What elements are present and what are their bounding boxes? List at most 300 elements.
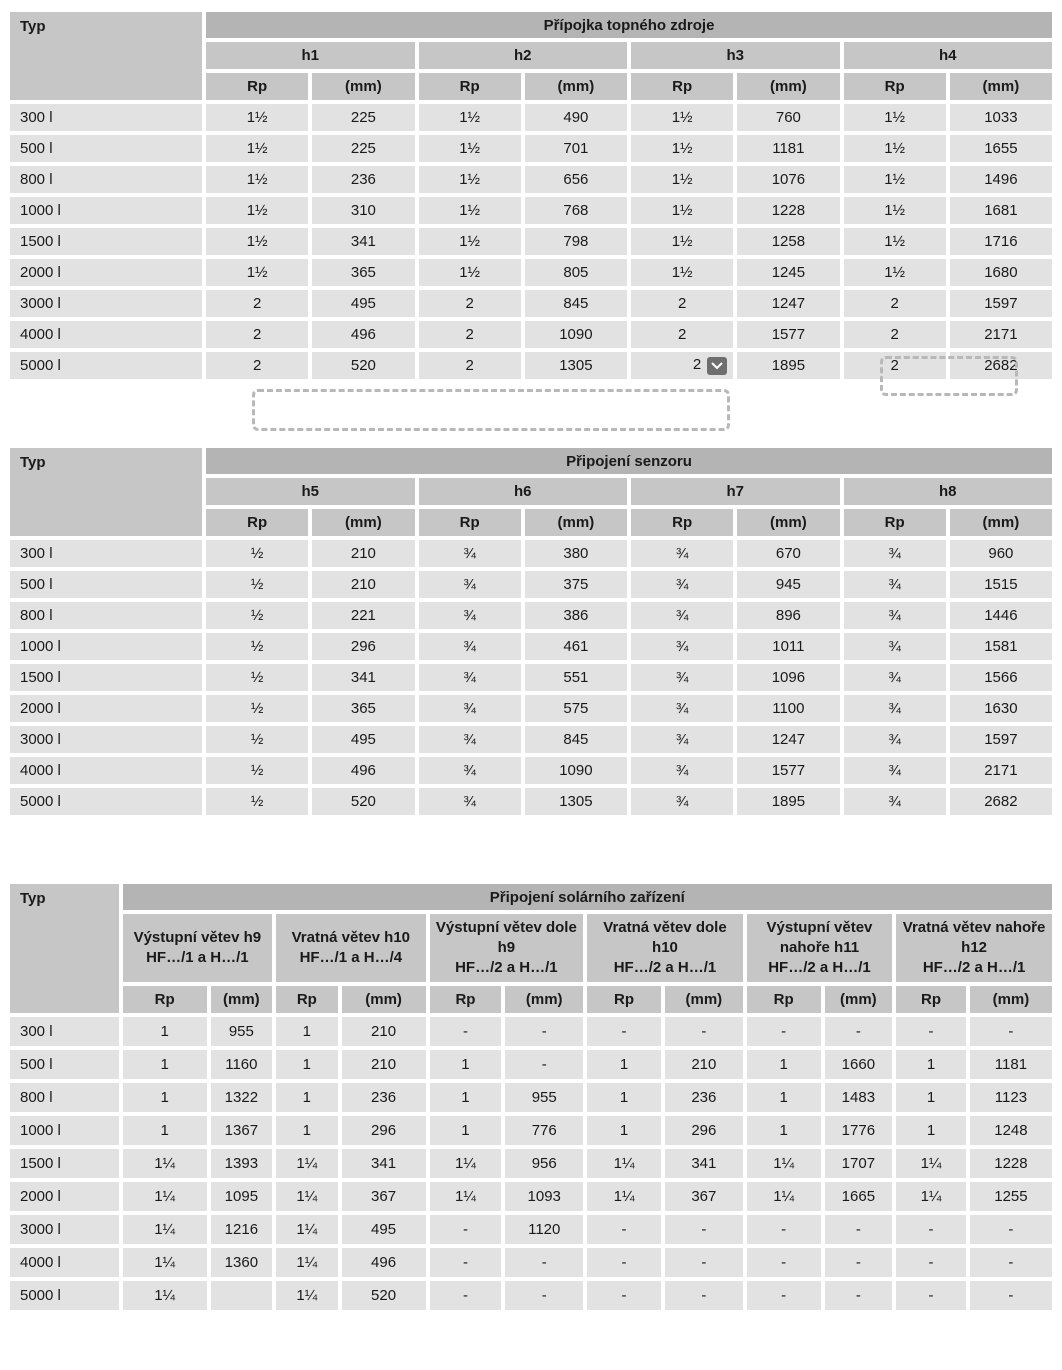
cell-value: 896 — [775, 607, 801, 624]
unit-header: Rp — [747, 986, 821, 1013]
row-type-label: 1000 l — [10, 1116, 119, 1145]
table-cell — [430, 1017, 502, 1046]
cell-value: 945 — [775, 576, 801, 593]
cell-value: 1 — [779, 1056, 788, 1073]
unit-header: Rp — [276, 986, 337, 1013]
table-cell — [896, 1116, 966, 1145]
cell-value: 1 — [461, 1089, 470, 1106]
table-cell — [342, 1116, 426, 1145]
group-header-line: nahoře h11 — [779, 939, 860, 956]
cell-value: 1716 — [984, 233, 1018, 250]
cell-value: 1680 — [984, 264, 1018, 281]
chevron-down-icon[interactable] — [707, 357, 727, 375]
cell-value: ½ — [250, 669, 264, 686]
cell-value: 1½ — [884, 202, 906, 219]
cell-value: 2 — [465, 326, 474, 343]
table-cell — [276, 1182, 337, 1211]
table-row — [10, 1017, 1052, 1046]
row-type-label: 2000 l — [10, 259, 202, 286]
group-header-line: Vratná větev dole — [603, 919, 727, 936]
unit-header: Rp — [844, 509, 946, 536]
table-row — [10, 1083, 1052, 1112]
table-cell — [505, 1215, 583, 1244]
table-cell — [825, 1182, 893, 1211]
table-cell — [430, 1116, 502, 1145]
selection-box-row5000 — [252, 389, 730, 431]
table-cell — [747, 1281, 821, 1310]
table-cell — [276, 1017, 337, 1046]
cell-value: 341 — [350, 669, 376, 686]
cell-value: 1 — [926, 1089, 936, 1106]
cell-value: 1581 — [984, 638, 1018, 655]
row-type-label: 1000 l — [10, 633, 202, 660]
table-cell — [950, 695, 1052, 722]
table-cell — [737, 726, 839, 753]
table-cell — [206, 757, 308, 784]
cell-value: - — [541, 1056, 547, 1073]
table-cell — [342, 1017, 426, 1046]
table-cell — [430, 1050, 502, 1079]
cell-value: 520 — [350, 357, 376, 374]
table-cell — [631, 757, 733, 784]
table-cell — [312, 757, 414, 784]
cell-value: 1360 — [224, 1254, 259, 1271]
cell-value: 1¼ — [613, 1188, 635, 1205]
cell-value: 1 — [302, 1023, 311, 1040]
table-cell — [825, 1083, 893, 1112]
table-cell — [631, 352, 733, 379]
table-cell — [896, 1050, 966, 1079]
cell-value: 1½ — [459, 171, 481, 188]
cell-value: ¾ — [463, 638, 476, 655]
table-cell — [737, 135, 839, 162]
table-title: Připojení senzoru — [206, 448, 1052, 474]
table-cell — [123, 1050, 207, 1079]
table-row — [10, 633, 1052, 660]
table-cell — [525, 197, 627, 224]
table-cell — [505, 1017, 583, 1046]
unit-header: Rp — [631, 73, 733, 100]
row-type-label: 1000 l — [10, 197, 202, 224]
cell-value: 1½ — [459, 233, 481, 250]
table-cell — [970, 1050, 1052, 1079]
table-row — [10, 571, 1052, 598]
cell-value: - — [1008, 1287, 1014, 1304]
table-cell — [737, 695, 839, 722]
unit-header: (mm) — [737, 509, 839, 536]
table-cell — [312, 321, 414, 348]
group-header: h5 — [206, 478, 415, 505]
cell-value: - — [621, 1287, 627, 1304]
cell-value: 1305 — [559, 793, 593, 810]
table-cell — [587, 1050, 661, 1079]
cell-value: 1393 — [224, 1155, 259, 1172]
cell-value: 210 — [691, 1056, 717, 1073]
cell-value: 210 — [371, 1023, 397, 1040]
cell-value: 341 — [691, 1155, 717, 1172]
cell-value: 1446 — [984, 607, 1018, 624]
table-cell — [844, 788, 946, 815]
cell-value: ¾ — [463, 793, 476, 810]
cell-value: 1¼ — [773, 1188, 795, 1205]
cell-value: 1895 — [771, 357, 806, 374]
group-header: h7 — [631, 478, 840, 505]
table-cell — [737, 664, 839, 691]
cell-value: 1¼ — [455, 1188, 476, 1205]
table-cell — [123, 1116, 207, 1145]
table-row — [10, 166, 1052, 193]
table-cell — [276, 1050, 337, 1079]
table-row — [10, 602, 1052, 629]
table-cell — [525, 664, 627, 691]
table-cell — [844, 726, 946, 753]
table-row — [10, 788, 1052, 815]
table-cell — [312, 695, 414, 722]
table-cell — [211, 1116, 272, 1145]
row-type-label: 300 l — [10, 104, 202, 131]
cell-value: 845 — [563, 731, 589, 748]
cell-value: - — [462, 1023, 468, 1040]
table-cell — [737, 602, 839, 629]
table-cell — [312, 664, 414, 691]
table-cell — [430, 1248, 502, 1277]
row-type-label: 5000 l — [10, 352, 202, 379]
cell-value: 375 — [563, 576, 589, 593]
table-cell — [211, 1149, 272, 1178]
table-cell — [844, 757, 946, 784]
table-cell — [276, 1215, 337, 1244]
cell-value: 225 — [350, 109, 376, 126]
table-cell — [123, 1281, 207, 1310]
table-cell — [419, 197, 521, 224]
group-header-line: HF…/2 a H…/1 — [922, 959, 1026, 976]
table-cell — [505, 1149, 583, 1178]
cell-value: ¾ — [675, 669, 689, 686]
table-row — [10, 757, 1052, 784]
table-cell — [419, 104, 521, 131]
cell-value: 1095 — [224, 1188, 259, 1205]
cell-value: - — [1008, 1023, 1014, 1040]
table-cell — [950, 602, 1052, 629]
table-cell — [737, 290, 839, 317]
group-header: h6 — [419, 478, 628, 505]
table-cell — [844, 259, 946, 286]
cell-value: - — [928, 1287, 934, 1304]
table-cell — [844, 664, 946, 691]
cell-value: - — [855, 1023, 861, 1040]
table-cell — [665, 1017, 743, 1046]
cell-value: - — [855, 1287, 861, 1304]
cell-value: - — [781, 1221, 787, 1238]
table-cell — [631, 571, 733, 598]
table-cell — [844, 321, 946, 348]
cell-value: 1895 — [771, 793, 806, 810]
cell-value: 1½ — [671, 202, 693, 219]
table-cell — [312, 228, 414, 255]
table-cell — [525, 166, 627, 193]
cell-value: 1½ — [459, 109, 481, 126]
table-row — [10, 197, 1052, 224]
table-cell — [587, 1116, 661, 1145]
table-cell — [206, 228, 308, 255]
cell-value: 2 — [465, 295, 474, 312]
table-cell — [896, 1215, 966, 1244]
cell-value: ½ — [250, 638, 264, 655]
table-cell — [950, 633, 1052, 660]
table-cell — [631, 788, 733, 815]
table-cell — [950, 197, 1052, 224]
cell-value: 956 — [531, 1155, 557, 1172]
table-cell — [211, 1281, 272, 1310]
table-cell — [950, 352, 1052, 379]
cell-value: 2 — [252, 295, 262, 312]
table-cell — [123, 1182, 207, 1211]
table-cell — [505, 1248, 583, 1277]
cell-value: 805 — [563, 264, 589, 281]
unit-header: (mm) — [525, 509, 627, 536]
cell-value: - — [621, 1023, 627, 1040]
table-cell — [844, 695, 946, 722]
group-header-line: Vratná větev h10 — [291, 929, 411, 946]
cell-value: 1¼ — [296, 1155, 318, 1172]
table-cell — [747, 1182, 821, 1211]
table-cell — [950, 228, 1052, 255]
group-header-line: h12 — [961, 939, 988, 956]
group-header-line: Výstupní větev h9 — [133, 929, 262, 946]
cell-value: 2682 — [984, 357, 1018, 374]
table-cell — [505, 1083, 583, 1112]
table-cell — [665, 1182, 743, 1211]
table-cell — [206, 104, 308, 131]
cell-value: 341 — [371, 1155, 397, 1172]
typ-header: Typ — [10, 12, 202, 100]
cell-value: - — [781, 1023, 787, 1040]
table-cell — [419, 290, 521, 317]
group-header-line: Výstupní větev — [766, 919, 873, 936]
cell-value: 2171 — [984, 326, 1018, 343]
table-cell — [525, 602, 627, 629]
table-row — [10, 1182, 1052, 1211]
cell-value: - — [701, 1221, 707, 1238]
unit-header: (mm) — [737, 73, 839, 100]
table-cell — [276, 1083, 337, 1112]
table-cell — [312, 633, 414, 660]
table-cell — [276, 1149, 337, 1178]
cell-value: 1 — [619, 1122, 629, 1139]
table-cell — [970, 1182, 1052, 1211]
row-type-label: 300 l — [10, 540, 202, 567]
table-cell — [206, 788, 308, 815]
cell-value: 1 — [160, 1056, 169, 1073]
cell-value: - — [541, 1023, 547, 1040]
unit-header: Rp — [844, 73, 946, 100]
row-type-label: 1500 l — [10, 664, 202, 691]
table-cell — [737, 259, 839, 286]
cell-value: 1247 — [771, 295, 806, 312]
table-cell — [896, 1248, 966, 1277]
cell-value: 1245 — [771, 264, 806, 281]
cell-value: 1160 — [225, 1056, 258, 1073]
cell-value: ¾ — [888, 731, 901, 748]
cell-value: 1123 — [994, 1089, 1028, 1106]
table-cell — [206, 571, 308, 598]
cell-value: 365 — [350, 264, 376, 281]
table-cell — [505, 1182, 583, 1211]
table-cell — [211, 1182, 272, 1211]
table-cell — [312, 352, 414, 379]
table-cell — [211, 1215, 272, 1244]
table-cell — [970, 1017, 1052, 1046]
table-cell — [896, 1083, 966, 1112]
cell-value: 367 — [371, 1188, 397, 1205]
cell-value: 1½ — [884, 171, 906, 188]
cell-value: 1 — [160, 1122, 169, 1139]
cell-value: - — [701, 1287, 707, 1304]
row-type-label: 1500 l — [10, 228, 202, 255]
cell-value: 575 — [563, 700, 589, 717]
table-row — [10, 1149, 1052, 1178]
table-cell — [631, 664, 733, 691]
cell-value: 1090 — [559, 326, 593, 343]
table-row — [10, 695, 1052, 722]
table-cell — [825, 1149, 893, 1178]
row-type-label: 800 l — [10, 602, 202, 629]
cell-value: 1090 — [559, 762, 593, 779]
group-header-row — [10, 914, 1052, 982]
table-cell — [631, 633, 733, 660]
table-cell — [430, 1182, 502, 1211]
table-cell — [844, 571, 946, 598]
table-cell — [970, 1215, 1052, 1244]
table-cell — [525, 104, 627, 131]
table-cell — [312, 259, 414, 286]
table-cell — [896, 1281, 966, 1310]
cell-value: 776 — [531, 1122, 557, 1139]
table-cell — [825, 1215, 893, 1244]
cell-value: 210 — [371, 1056, 397, 1073]
cell-value: 1 — [619, 1056, 629, 1073]
cell-value: ¾ — [888, 607, 901, 624]
cell-value: ¾ — [888, 669, 901, 686]
table-cell — [206, 290, 308, 317]
solar-table — [6, 880, 1056, 1314]
table-cell — [312, 540, 414, 567]
cell-value: 1 — [926, 1056, 936, 1073]
table-cell — [276, 1248, 337, 1277]
cell-value: 365 — [350, 700, 376, 717]
cell-value: 1¼ — [920, 1188, 942, 1205]
table-cell — [737, 228, 839, 255]
cell-value: - — [855, 1221, 861, 1238]
table-cell — [970, 1083, 1052, 1112]
cell-value: ¾ — [463, 545, 476, 562]
cell-value: 496 — [350, 762, 376, 779]
table-cell — [737, 352, 839, 379]
cell-value: 2 — [890, 357, 899, 374]
cell-value: ½ — [250, 793, 264, 810]
table-cell — [342, 1215, 426, 1244]
table-cell — [970, 1116, 1052, 1145]
table-cell — [970, 1149, 1052, 1178]
cell-value: - — [541, 1287, 547, 1304]
table-cell — [312, 726, 414, 753]
table-row — [10, 1281, 1052, 1310]
table-row — [10, 352, 1052, 379]
cell-value: 1¼ — [773, 1155, 795, 1172]
cell-value: 1681 — [984, 202, 1018, 219]
cell-value: - — [701, 1254, 707, 1271]
cell-value: 955 — [531, 1089, 557, 1106]
cell-value: 386 — [563, 607, 589, 624]
table-cell — [747, 1083, 821, 1112]
table-cell — [950, 321, 1052, 348]
cell-value: 1630 — [984, 700, 1018, 717]
cell-value: 1½ — [459, 264, 481, 281]
table-cell — [896, 1149, 966, 1178]
row-type-label: 4000 l — [10, 321, 202, 348]
cell-value: - — [462, 1221, 468, 1238]
cell-value: ½ — [250, 700, 264, 717]
table-cell — [211, 1050, 272, 1079]
table-cell — [950, 540, 1052, 567]
cell-value: 1322 — [224, 1089, 259, 1106]
cell-value: 2682 — [984, 793, 1018, 810]
typ-header: Typ — [10, 448, 202, 536]
cell-value: ¾ — [888, 576, 901, 593]
cell-value: ¾ — [463, 700, 476, 717]
cell-value: 1776 — [841, 1122, 876, 1139]
cell-value: 768 — [563, 202, 589, 219]
table-cell — [631, 602, 733, 629]
cell-value: 1 — [160, 1023, 169, 1040]
cell-value: 1076 — [771, 171, 806, 188]
unit-header: Rp — [419, 73, 521, 100]
table-cell — [587, 1149, 661, 1178]
unit-header: (mm) — [970, 986, 1052, 1013]
table-cell — [206, 321, 308, 348]
cell-value: 960 — [988, 545, 1014, 562]
table-cell — [896, 1182, 966, 1211]
table-row — [10, 290, 1052, 317]
table-cell — [747, 1215, 821, 1244]
table-cell — [419, 321, 521, 348]
table-cell — [737, 788, 839, 815]
cell-value: ¾ — [675, 607, 689, 624]
cell-value: 1¼ — [154, 1221, 176, 1238]
row-type-label: 1500 l — [10, 1149, 119, 1178]
cell-value: 236 — [691, 1089, 717, 1106]
table-cell — [747, 1248, 821, 1277]
cell-value: 1½ — [246, 109, 268, 126]
cell-value: 221 — [350, 607, 376, 624]
cell-value: ¾ — [888, 700, 901, 717]
table-cell — [525, 259, 627, 286]
table-cell — [844, 228, 946, 255]
cell-value: ½ — [250, 762, 264, 779]
table-cell — [665, 1215, 743, 1244]
table-cell — [587, 1017, 661, 1046]
cell-value: 1 — [619, 1089, 629, 1106]
table-cell — [665, 1083, 743, 1112]
cell-value: ¾ — [463, 731, 476, 748]
table-cell — [844, 104, 946, 131]
cell-value: ¾ — [675, 700, 689, 717]
cell-value: - — [462, 1254, 468, 1271]
group-header-line: Výstupní větev dole — [435, 919, 577, 936]
cell-value: 1255 — [994, 1188, 1028, 1205]
row-type-label: 3000 l — [10, 726, 202, 753]
table-cell — [737, 571, 839, 598]
